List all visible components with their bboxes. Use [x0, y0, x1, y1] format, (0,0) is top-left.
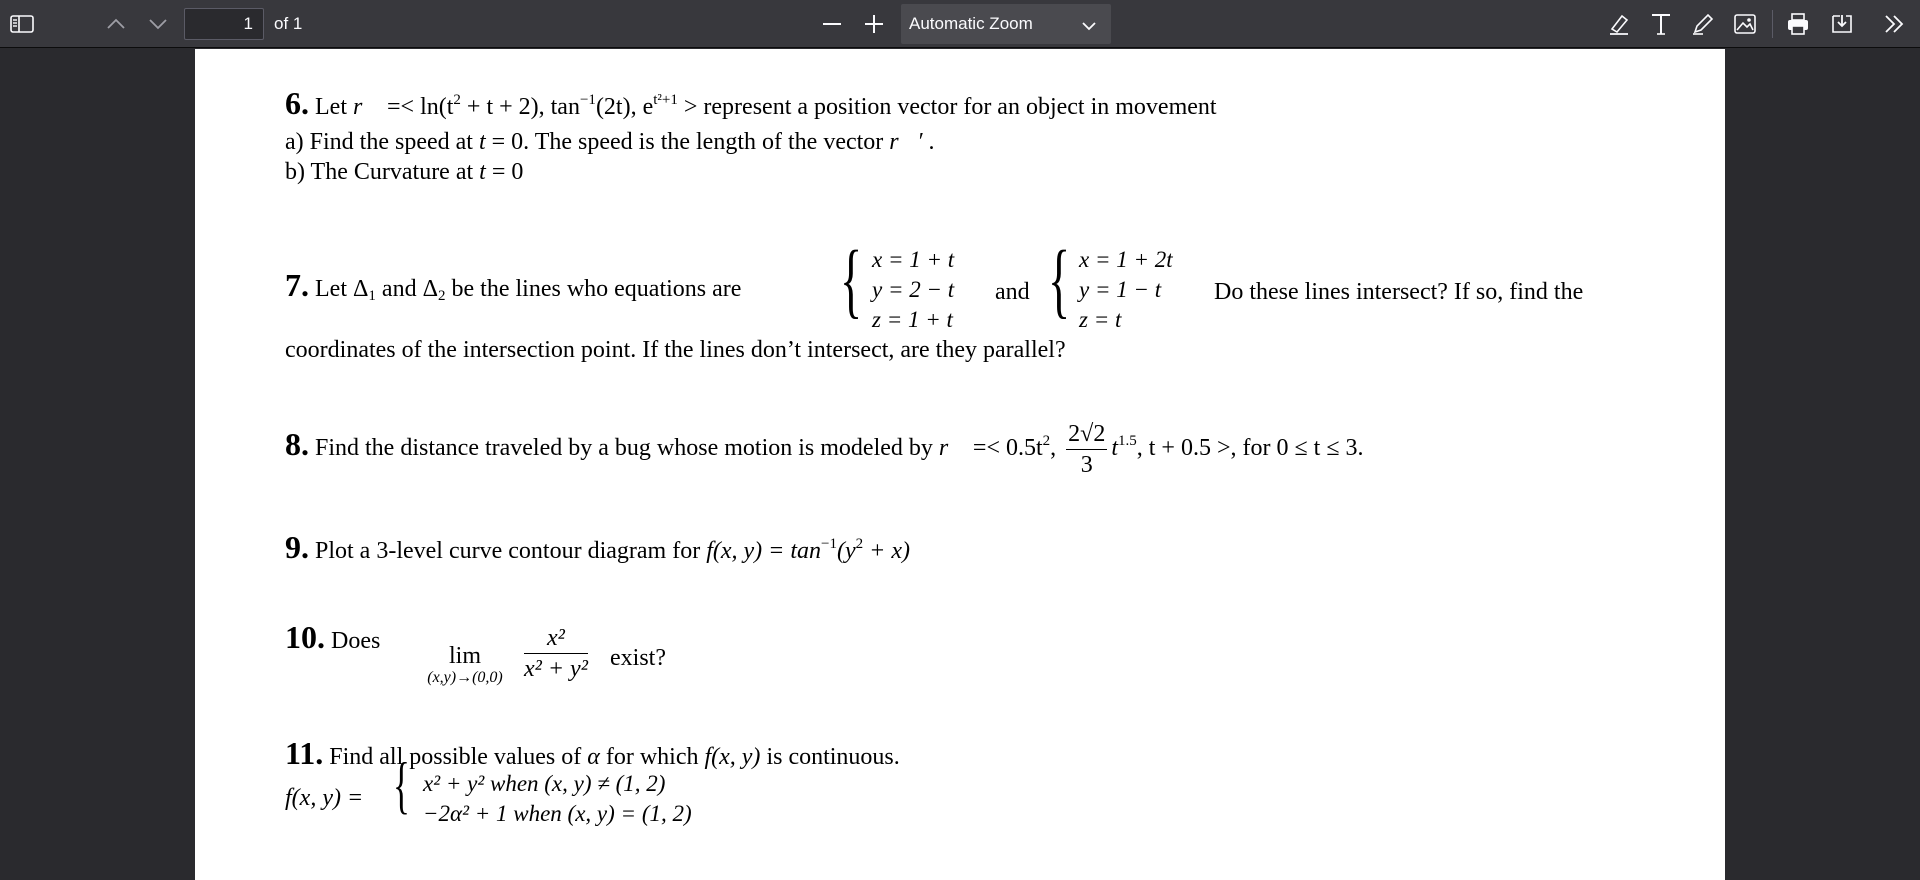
system-brace: { — [1048, 234, 1071, 327]
text: Let — [315, 94, 347, 120]
math: 2 — [855, 536, 864, 552]
math: , t + 0.5 >, for 0 ≤ t ≤ 3. — [1136, 435, 1364, 462]
math: t — [478, 129, 486, 155]
math: 2 — [453, 92, 461, 108]
page-count-label: of 1 — [274, 14, 303, 33]
question-number: 10. — [285, 619, 325, 655]
piecewise-lhs: f(x, y) = — [285, 785, 364, 811]
save-icon[interactable] — [1826, 8, 1858, 40]
math: (2t), e — [595, 94, 654, 120]
plus-icon[interactable] — [858, 8, 890, 40]
math: t²+1 — [653, 92, 678, 108]
math: t — [1111, 435, 1118, 462]
math: (y — [837, 538, 856, 564]
exist-label: exist? — [610, 645, 666, 671]
pdf-page — [195, 49, 1725, 880]
denominator: x² + y² — [524, 656, 588, 682]
zoom-select[interactable] — [901, 4, 1111, 44]
math: −1 — [821, 536, 837, 552]
lim-subscript: (x,y)→(0,0) — [427, 669, 503, 686]
double-chevron-right-icon[interactable] — [1878, 8, 1910, 40]
math: f(x, y) = tan — [706, 538, 822, 564]
question-9-line — [285, 529, 910, 566]
math: 2 — [438, 288, 446, 304]
question-number: 6. — [285, 85, 309, 121]
question-10-number-and-does — [285, 619, 380, 656]
text: Does — [331, 628, 381, 654]
text: for which — [605, 744, 699, 770]
text: Find the distance traveled by a bug whose motion is modeled by — [315, 435, 933, 462]
math: r⃗ — [938, 435, 967, 462]
math: + t + 2), tan — [460, 94, 580, 120]
sidebar-toggle-icon[interactable] — [6, 8, 38, 40]
math: 2 — [1042, 433, 1051, 450]
equation: x = 1 + t — [872, 247, 955, 272]
and-label: and — [995, 279, 1030, 305]
text: b) The Curvature at — [285, 159, 474, 185]
math: 1 — [368, 288, 376, 304]
text: Plot a 3-level curve contour diagram for — [315, 538, 701, 564]
line-1-system — [872, 245, 954, 335]
question-number: 11. — [285, 735, 324, 771]
document-viewer[interactable] — [0, 49, 1920, 880]
equation: y = 1 − t — [1079, 277, 1162, 302]
chevron-up-icon[interactable] — [100, 8, 132, 40]
toolbar-divider — [1772, 10, 1773, 38]
case: −2α² + 1 when (x, y) = (1, 2) — [423, 801, 692, 826]
math: 1.5 — [1118, 433, 1137, 450]
math: =< 0.5t — [972, 435, 1043, 462]
question-7-line-2: coordinates of the intersection point. If the lines don’t intersect, are they parallel? — [285, 337, 1066, 363]
fraction — [524, 625, 588, 682]
text: . — [928, 129, 935, 155]
text: Find all possible values of — [329, 744, 582, 770]
text: and Δ — [375, 276, 439, 302]
question-number: 9. — [285, 529, 309, 565]
pen-icon[interactable] — [1687, 8, 1719, 40]
lim-word: lim — [448, 643, 481, 669]
equation: z = 1 + t — [872, 307, 953, 332]
equation: x = 1 + 2t — [1079, 247, 1173, 272]
chevron-down-icon[interactable] — [142, 8, 174, 40]
math: r⃗ — [352, 94, 381, 120]
text: = 0. The speed is the length of the vector — [485, 129, 884, 155]
math: f(x, y) — [704, 744, 761, 770]
math: −1 — [579, 92, 596, 108]
image-icon[interactable] — [1729, 8, 1761, 40]
print-icon[interactable] — [1782, 8, 1814, 40]
limit-operator — [410, 643, 520, 686]
math: α — [587, 744, 600, 770]
question-8-line — [285, 421, 1363, 478]
piecewise-brace: { — [393, 749, 410, 820]
math: , — [1050, 435, 1057, 462]
text: = 0 — [485, 159, 524, 185]
chevron-down-icon — [1081, 16, 1097, 36]
question-11-line — [285, 735, 900, 772]
text: be the lines who equations are — [445, 276, 742, 302]
text-icon[interactable] — [1645, 8, 1677, 40]
math: r⃗′ — [889, 129, 923, 155]
text: Let Δ — [315, 276, 369, 302]
text: is continuous. — [766, 744, 900, 770]
text: > represent a position vector for an object in movement — [677, 94, 1217, 120]
math: t — [479, 159, 486, 185]
minus-icon[interactable] — [816, 8, 848, 40]
equation: y = 2 − t — [872, 277, 955, 302]
numerator: 2√2 — [1066, 421, 1107, 450]
fraction — [1066, 421, 1107, 478]
question-6-part-a — [285, 129, 935, 156]
pdf-toolbar — [0, 0, 1920, 48]
question-number: 7. — [285, 267, 309, 303]
question-7-line-1 — [285, 267, 741, 304]
equation: z = t — [1079, 307, 1122, 332]
highlighter-icon[interactable] — [1603, 8, 1635, 40]
system-brace: { — [840, 234, 863, 327]
question-7-tail: Do these lines intersect? If so, find the — [1214, 279, 1584, 305]
question-6-part-b — [285, 159, 523, 186]
page-number-input[interactable] — [184, 8, 264, 40]
piecewise-cases — [423, 769, 692, 829]
numerator: x² — [524, 625, 588, 654]
line-2-system — [1079, 245, 1173, 335]
question-number: 8. — [285, 426, 309, 463]
zoom-value: Automatic Zoom — [909, 14, 1033, 33]
text: a) Find the speed at — [285, 129, 473, 155]
math: + x) — [863, 538, 910, 564]
question-6-line-1 — [285, 85, 1217, 122]
case: x² + y² when (x, y) ≠ (1, 2) — [423, 771, 666, 796]
denominator: 3 — [1080, 452, 1093, 478]
math: =< ln(t — [387, 94, 454, 120]
